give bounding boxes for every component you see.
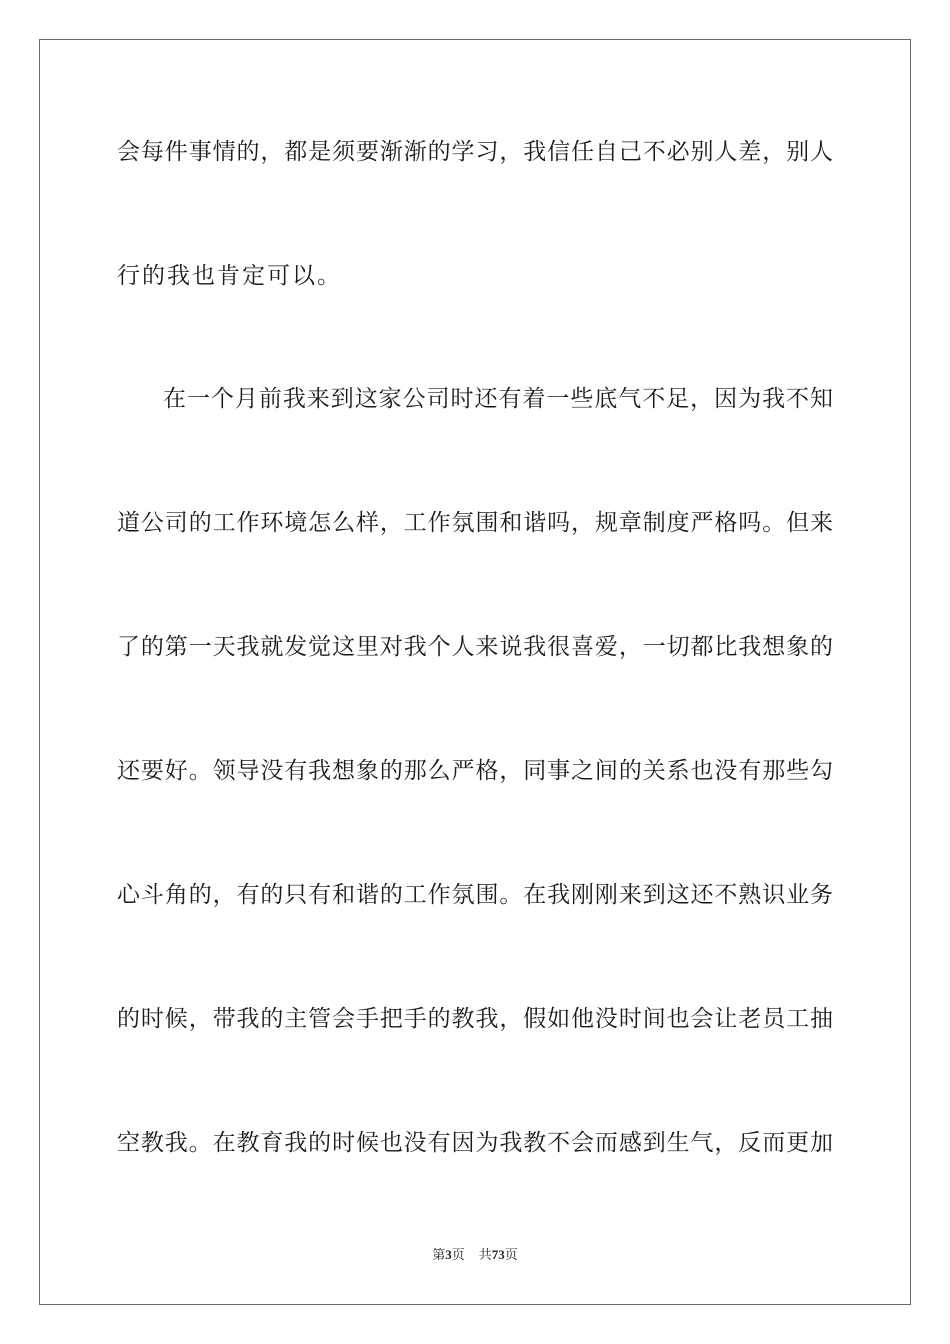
total-suffix: 页	[504, 1248, 518, 1263]
text-line: 空教我。在教育我的时候也没有因为我教不会而感到生气，反而更加	[117, 1130, 833, 1156]
page-suffix: 页	[451, 1248, 465, 1263]
text-line: 道公司的工作环境怎么样，工作氛围和谐吗，规章制度严格吗。但来	[117, 510, 833, 536]
text-line: 会每件事情的，都是须要渐渐的学习，我信任自己不必别人差，别人	[117, 139, 833, 165]
text-line: 行的我也肯定可以。	[117, 263, 342, 289]
text-line: 的时候，带我的主管会手把手的教我，假如他没时间也会让老员工抽	[117, 1006, 833, 1032]
text-line: 还要好。领导没有我想象的那么严格，同事之间的关系也没有那些勾	[117, 758, 833, 784]
page-number: 3	[445, 1247, 452, 1262]
page-footer	[0, 1246, 950, 1265]
page-prefix: 第	[432, 1248, 446, 1263]
total-pages: 73	[491, 1247, 505, 1262]
page-border	[39, 39, 911, 1305]
text-line: 了的第一天我就发觉这里对我个人来说我很喜爱，一切都比我想象的	[117, 634, 833, 660]
total-prefix: 共	[478, 1248, 492, 1263]
paragraph-first-line: 在一个月前我来到这家公司时还有着一些底气不足，因为我不知	[163, 386, 833, 412]
text-line: 心斗角的，有的只有和谐的工作氛围。在我刚刚来到这还不熟识业务	[117, 882, 833, 908]
